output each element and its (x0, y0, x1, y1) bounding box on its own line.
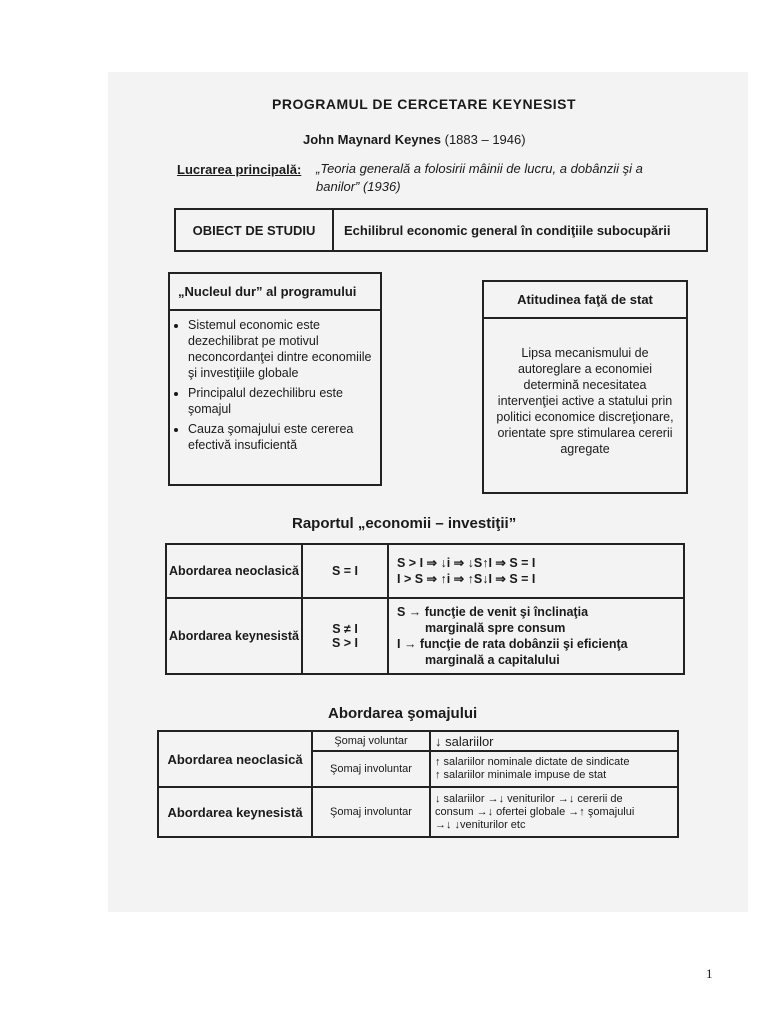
formula-line: S → funcţie de venit şi înclinaţia (397, 605, 589, 619)
effect-line: ↓ salariilor →↓ veniturilor →↓ cererii de (435, 792, 623, 805)
effect-line: ↑ salariilor minimale impuse de stat (435, 769, 607, 781)
unemployment-title: Abordarea şomajului (328, 705, 478, 722)
unemployment-effect (430, 751, 678, 787)
unemployment-table (157, 730, 679, 838)
state-attitude-header: Atitudinea faţă de stat (484, 282, 686, 319)
row-relation: S = I (302, 544, 388, 598)
formula-line: marginală spre consum (425, 621, 566, 635)
row-label: Abordarea keynesistă (158, 787, 312, 837)
unemployment-effect (430, 787, 678, 837)
main-work-title (316, 160, 696, 196)
page-number: 1 (706, 966, 713, 981)
effect-line: ↑ salariilor nominale dictate de sindicate (435, 756, 630, 768)
row-formulas (388, 598, 684, 674)
author-name: John Maynard Keynes (303, 132, 441, 147)
hard-core-item: • Principalul dezechilibru este şomajul (188, 385, 380, 417)
row-label: Abordarea keynesistă (166, 598, 302, 674)
main-work-label: Lucrarea principală: (177, 162, 302, 177)
formula-line: I > S ⇒ ↑i ⇒ ↑S↓I ⇒ S = I (397, 572, 536, 586)
unemployment-effect: ↓ salariilor (430, 731, 678, 751)
relation-line: S > I (331, 636, 359, 650)
study-object-value: Echilibrul economic general în condiţiile subocupării (344, 222, 671, 238)
hard-core-list (170, 317, 380, 453)
formula-line: S > I ⇒ ↓i ⇒ ↓S↑I ⇒ S = I (397, 556, 536, 570)
state-attitude-body: Lipsa mecanismului de autoreglare a economiei determină necesitatea intervenţiei active a statului prin politici economice discreţionare, orientate spre stimularea cererii agregate (496, 346, 674, 456)
relation-line: S ≠ I (332, 622, 358, 636)
row-relation (302, 598, 388, 674)
study-object-table (174, 208, 708, 252)
study-object-label: OBIECT DE STUDIU (176, 210, 334, 250)
effect-line: consum →↓ ofertei globale →↑ şomajului (435, 805, 635, 818)
row-label: Abordarea neoclasică (158, 731, 312, 787)
hard-core-header: „Nucleul dur” al programului (170, 274, 380, 311)
author-line (303, 132, 526, 147)
formula-line: I → funcţie de rata dobânzii şi eficienţa (397, 637, 628, 651)
row-label: Abordarea neoclasică (166, 544, 302, 598)
formula-line: marginală a capitalului (425, 653, 560, 667)
unemployment-type: Şomaj voluntar (312, 731, 430, 751)
state-attitude-box (482, 280, 688, 494)
table-row (166, 544, 684, 598)
table-row (158, 787, 678, 837)
savings-investment-table (165, 543, 685, 675)
effect-line: →↓ ↓veniturilor etc (435, 818, 526, 831)
table-row (166, 598, 684, 674)
hard-core-item: • Sistemul economic este dezechilibrat pe motivul neconcordanţei dintre economiile şi investiţiile globale (188, 317, 380, 381)
author-years: (1883 – 1946) (441, 132, 526, 147)
document-title: PROGRAMUL DE CERCETARE KEYNESIST (272, 96, 577, 112)
unemployment-type: Şomaj involuntar (312, 751, 430, 787)
main-work-title-line2: banilor” (1936) (316, 179, 401, 194)
hard-core-item: • Cauza şomajului este cererea efectivă insuficientă (188, 421, 380, 453)
main-work-title-line1: „Teoria generală a folosirii mâinii de lucru, a dobânzii şi a (316, 161, 643, 176)
hard-core-box (168, 272, 382, 486)
table-row (158, 731, 678, 751)
row-formulas (388, 544, 684, 598)
unemployment-type: Şomaj involuntar (312, 787, 430, 837)
savings-investment-title: Raportul „economii – investiţii” (292, 515, 517, 532)
